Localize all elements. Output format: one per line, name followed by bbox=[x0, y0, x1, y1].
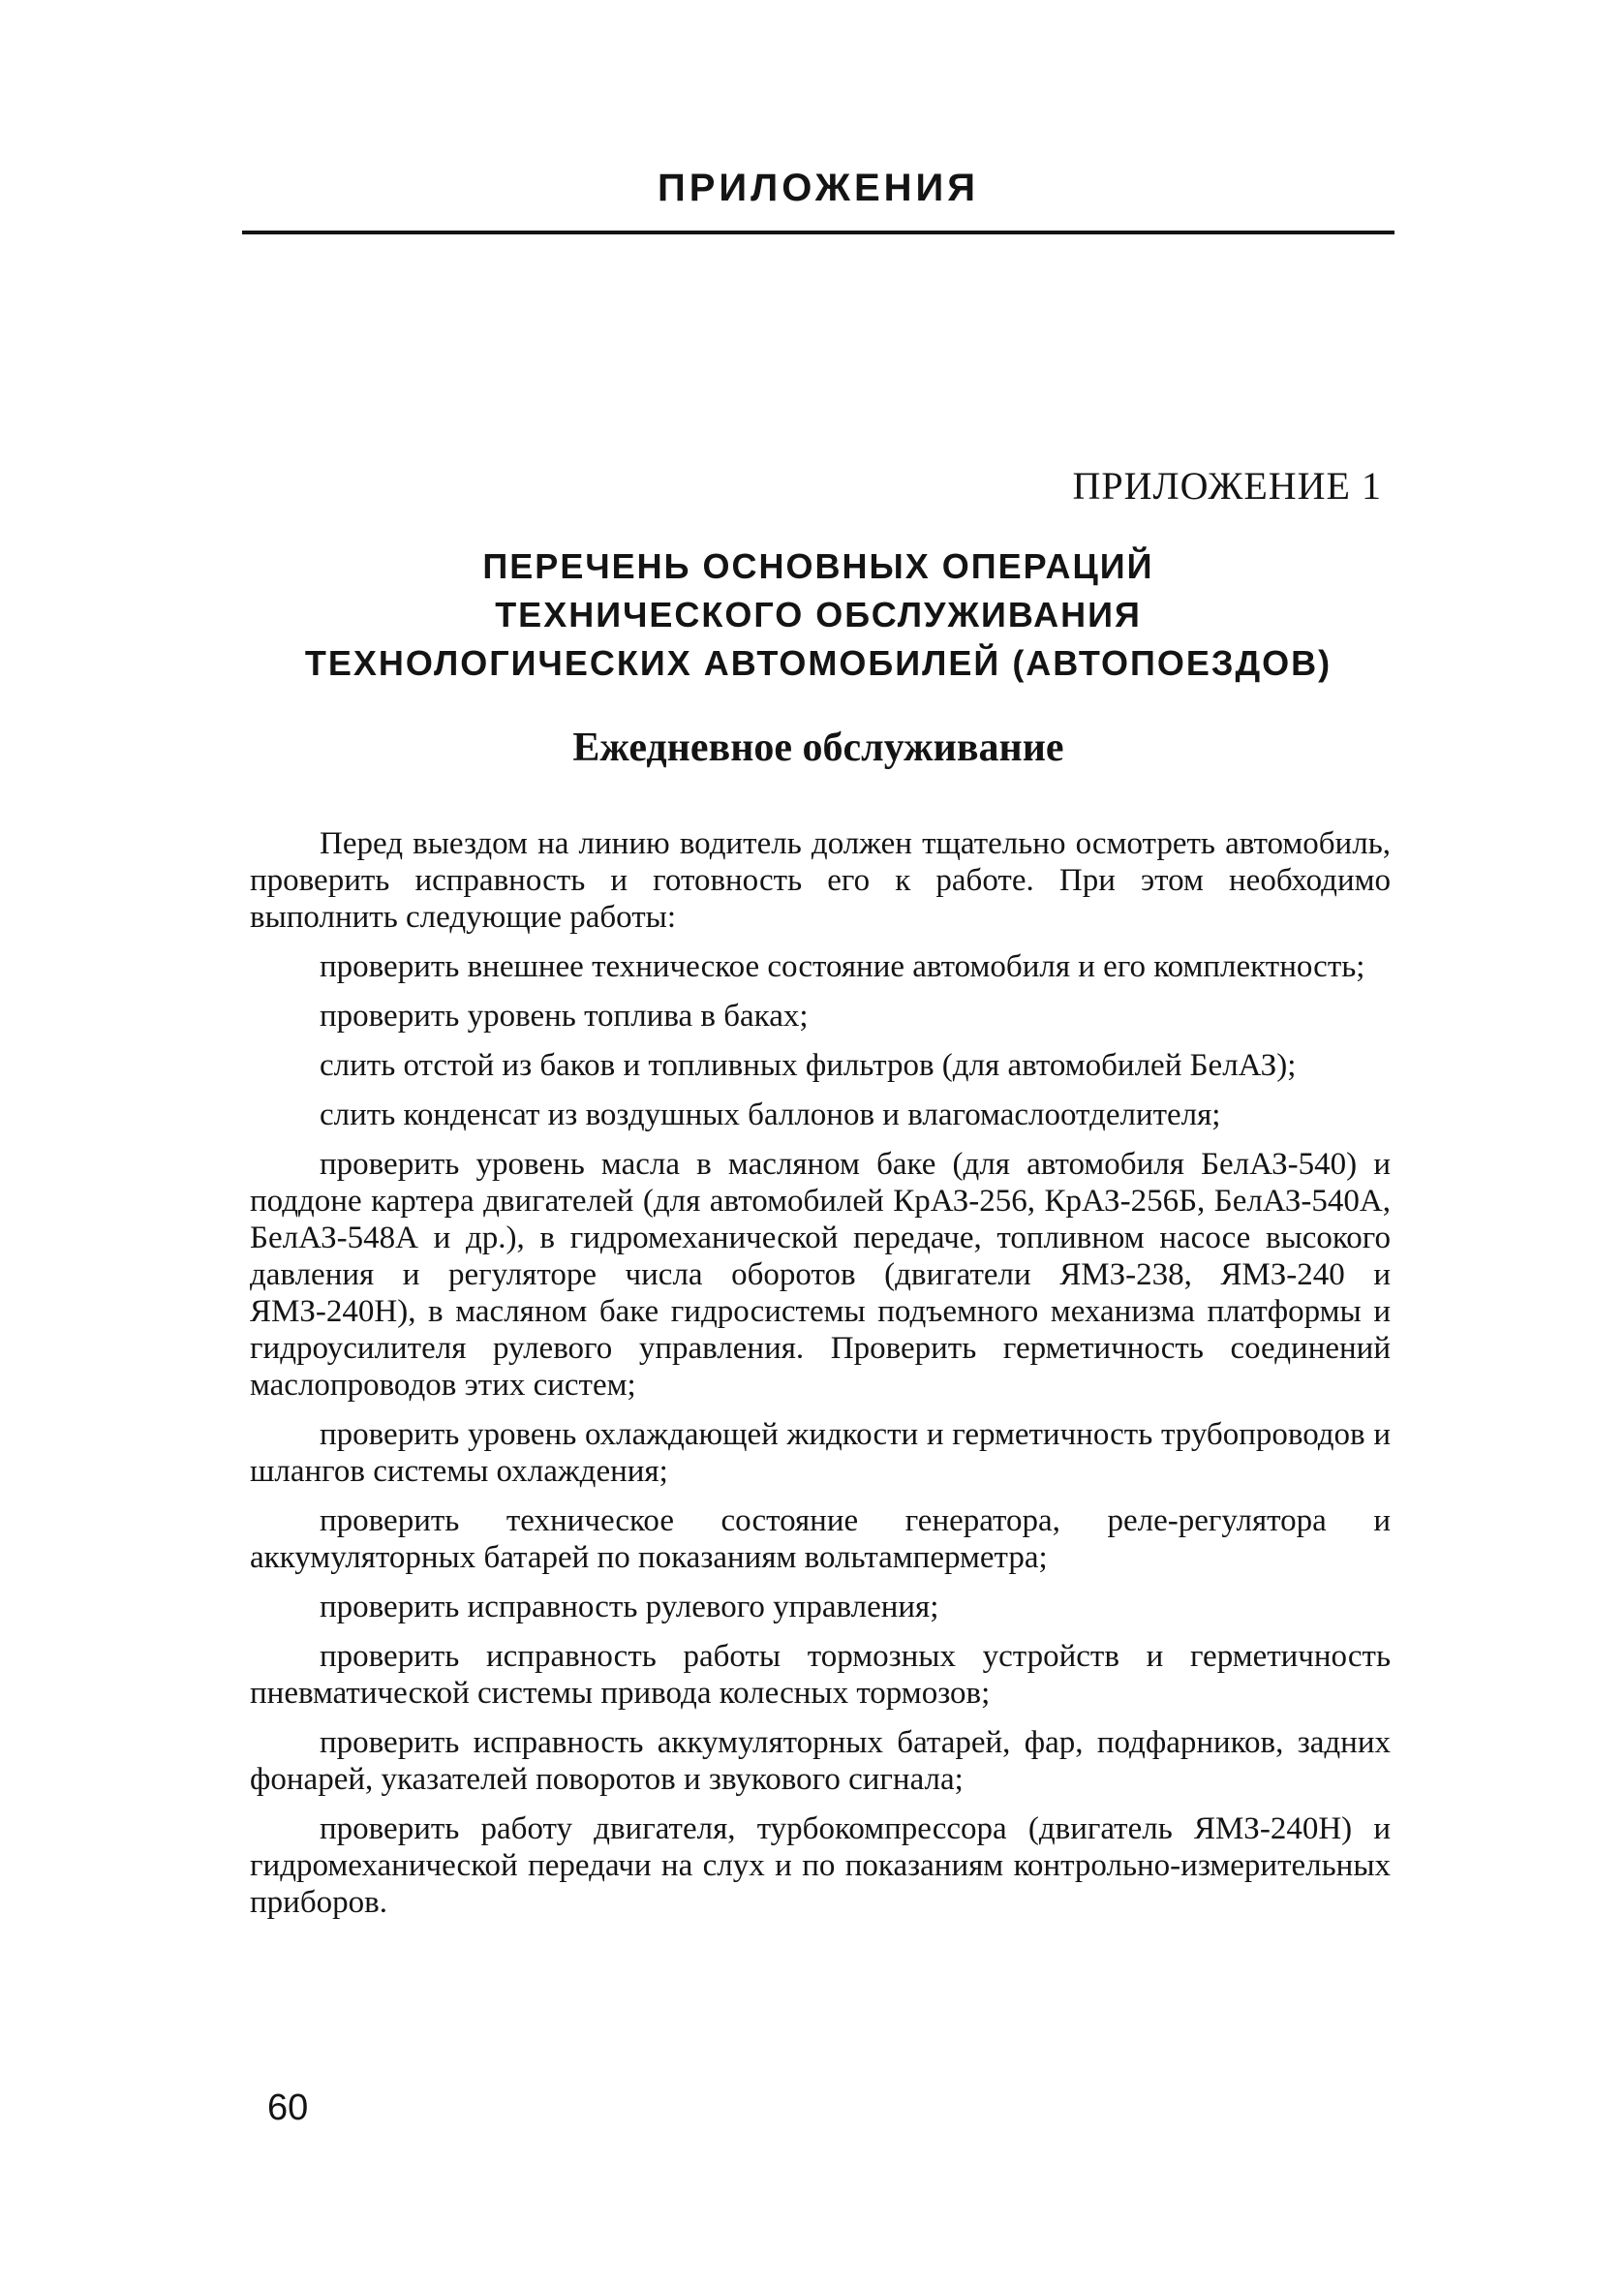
paragraph: проверить техническое состояние генератора, реле-регулятора и аккумуляторных батарей по показаниям вольтамперметра; bbox=[250, 1503, 1391, 1575]
title-line: ТЕХНИЧЕСКОГО ОБСЛУЖИВАНИЯ bbox=[495, 595, 1142, 634]
paragraph: слить отстой из баков и топливных фильтров (для автомобилей БелАЗ); bbox=[320, 1048, 1297, 1083]
body-text bbox=[250, 825, 1391, 1933]
running-header: ПРИЛОЖЕНИЯ bbox=[657, 167, 980, 209]
paragraph: проверить уровень топлива в баках; bbox=[320, 999, 809, 1034]
section-title: Ежедневное обслуживание bbox=[572, 726, 1064, 770]
paragraph: проверить исправность аккумуляторных батарей, фар, подфарников, задних фонарей, указателей поворотов и звукового сигнала; bbox=[250, 1725, 1391, 1797]
appendix-number: ПРИЛОЖЕНИЕ 1 bbox=[1072, 464, 1382, 508]
paragraph: проверить работу двигателя, турбокомпрессора (двигатель ЯМЗ-240Н) и гидромеханической передачи на слух и по показаниям контрольно-измерительных приборов. bbox=[250, 1811, 1391, 1920]
paragraph: проверить уровень масла в масляном баке (для автомобиля БелАЗ-540) и поддоне картера двигателей (для автомобилей КрАЗ-256, КрАЗ-256Б, БелАЗ-540А, БелАЗ-548А и др.), в гидромеханической передаче, топливном насосе высокого давления и регуляторе числа оборотов (двигатели ЯМЗ-238, ЯМЗ-240 и ЯМЗ-240Н), в масляном баке гидросистемы подъемного механизма платформы и гидроусилителя рулевого управления. Проверить герметичность соединений маслопроводов этих систем; bbox=[250, 1147, 1391, 1403]
header-rule bbox=[242, 231, 1394, 234]
page-number: 60 bbox=[267, 2087, 309, 2128]
main-title bbox=[242, 542, 1394, 688]
title-line: ПЕРЕЧЕНЬ ОСНОВНЫХ ОПЕРАЦИЙ bbox=[482, 546, 1154, 586]
paragraph: проверить внешнее техническое состояние автомобиля и его комплектность; bbox=[320, 949, 1365, 984]
paragraph: Перед выездом на линию водитель должен тщательно осмотреть автомобиль, проверить исправность и готовность его к работе. При этом необходимо выполнить следующие работы: bbox=[250, 826, 1391, 935]
paragraph: проверить уровень охлаждающей жидкости и герметичность трубопроводов и шлангов системы охлаждения; bbox=[250, 1417, 1391, 1489]
title-line: ТЕХНОЛОГИЧЕСКИХ АВТОМОБИЛЕЙ (АВТОПОЕЗДОВ) bbox=[304, 643, 1333, 683]
paragraph: слить конденсат из воздушных баллонов и влагомаслоотделителя; bbox=[320, 1097, 1221, 1132]
paragraph: проверить исправность работы тормозных устройств и герметичность пневматической системы привода колесных тормозов; bbox=[250, 1639, 1391, 1711]
paragraph: проверить исправность рулевого управления; bbox=[320, 1590, 939, 1624]
